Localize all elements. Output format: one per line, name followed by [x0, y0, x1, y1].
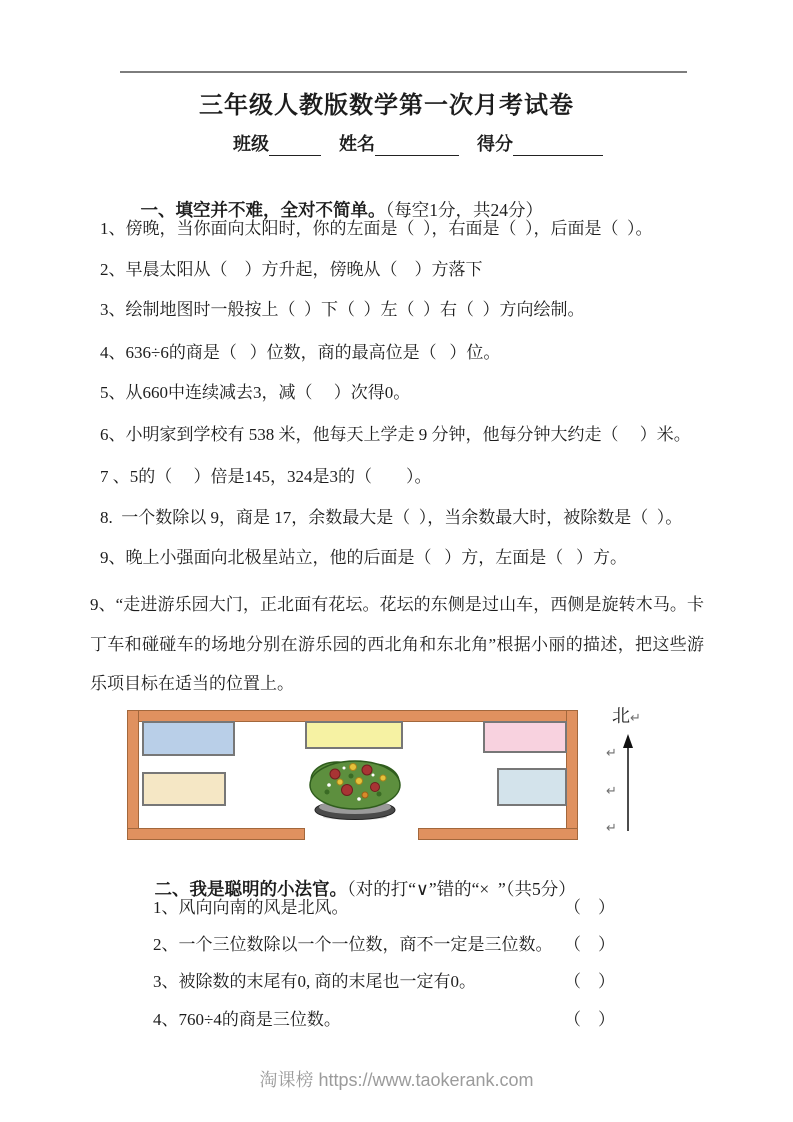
- question-9: 9、晚上小强面向北极星站立，他的后面是（ ）方，左面是（ ）方。: [100, 548, 627, 567]
- judge-item-text: 4、760÷4的商是三位数。: [153, 1010, 341, 1029]
- map-frame-bottom-right: [418, 828, 578, 840]
- section2-heading-note: （对的打“∨”错的“× ”（共5分）: [347, 879, 576, 899]
- name-blank[interactable]: [375, 135, 459, 156]
- map-box-west-side[interactable]: [142, 772, 226, 806]
- judge-answer-blank[interactable]: （ ）: [564, 935, 615, 954]
- judge-item-1: [153, 893, 615, 918]
- judge-item-text: 2、一个三位数除以一个一位数，商不一定是三位数。: [153, 935, 553, 954]
- header-divider: [120, 71, 687, 73]
- map-frame-left: [127, 710, 139, 840]
- flower-bed: [307, 754, 403, 822]
- question-9-map-task: 9、“走进游乐园大门，正北面有花坛。花坛的东侧是过山车，西侧是旋转木马。卡丁车和碰碰车的场地分别在游乐园的西北角和东北角”根据小丽的描述，把这些游乐项目标在适当的位置上。: [90, 595, 704, 693]
- paragraph-return-mark: ↵: [630, 710, 641, 725]
- judge-item-2: [153, 930, 615, 955]
- student-info-row: [233, 130, 603, 156]
- name-label: 姓名: [339, 134, 375, 154]
- judge-answer-blank[interactable]: （ ）: [564, 972, 615, 991]
- north-label: 北: [612, 706, 630, 726]
- amusement-park-map: [127, 710, 578, 840]
- score-blank[interactable]: [513, 135, 603, 156]
- question-2: 2、早晨太阳从（ ）方升起，傍晚从（ ）方落下: [100, 260, 483, 279]
- question-6: 6、小明家到学校有 538 米，他每天上学走 9 分钟，他每分钟大约走（ ）米。: [100, 425, 691, 444]
- north-indicator: [612, 702, 641, 728]
- map-box-north-center[interactable]: [305, 721, 403, 749]
- section2-heading-title: 二、我是聪明的小法官。: [154, 879, 347, 899]
- class-blank[interactable]: [269, 135, 321, 156]
- paragraph-return-mark: ↵: [606, 783, 617, 798]
- question-5: 5、从660中连续减去3，减（ ）次得0。: [100, 383, 411, 402]
- judge-item-text: 1、风向向南的风是北风。: [153, 898, 349, 917]
- map-box-northwest-corner[interactable]: [142, 721, 235, 756]
- paragraph-return-mark: ↵: [606, 820, 617, 835]
- judge-item-text: 3、被除数的末尾有0, 商的末尾也一定有0。: [153, 972, 476, 991]
- judge-item-4: [153, 1005, 615, 1030]
- map-frame-bottom-left: [127, 828, 305, 840]
- question-1: 1、傍晚，当你面向太阳时，你的左面是（ ），右面是（ ），后面是（ ）。: [100, 219, 653, 238]
- map-box-east-side[interactable]: [497, 768, 567, 806]
- site-watermark: 淘课榜 https://www.taokerank.com: [259, 1070, 534, 1090]
- question-7: 7 、5的（ ）倍是145，324是3的（ ）。: [100, 467, 432, 486]
- map-box-northeast-corner[interactable]: [483, 721, 567, 753]
- question-8: 8. 一个数除以 9，商是 17，余数最大是（ ），当余数最大时，被除数是（ ）。: [100, 508, 683, 527]
- question-4: 4、636÷6的商是（ ）位数，商的最高位是（ ）位。: [100, 343, 501, 362]
- paragraph-return-mark: ↵: [606, 745, 617, 760]
- judge-answer-blank[interactable]: （ ）: [564, 898, 615, 917]
- page-title: 三年级人教版数学第一次月考试卷: [199, 93, 574, 119]
- judge-item-3: [153, 967, 615, 992]
- question-3: 3、绘制地图时一般按上（ ）下（ ）左（ ）右（ ）方向绘制。: [100, 300, 585, 319]
- score-label: 得分: [477, 134, 513, 154]
- section1-heading-title: 一、填空并不难，全对不简单。: [140, 200, 386, 220]
- map-frame-right: [566, 710, 578, 840]
- class-label: 班级: [233, 134, 269, 154]
- section1-heading-note: （每空1分，共24分）: [385, 200, 543, 220]
- north-arrow-icon: [619, 733, 637, 833]
- judge-answer-blank[interactable]: （ ）: [564, 1010, 615, 1029]
